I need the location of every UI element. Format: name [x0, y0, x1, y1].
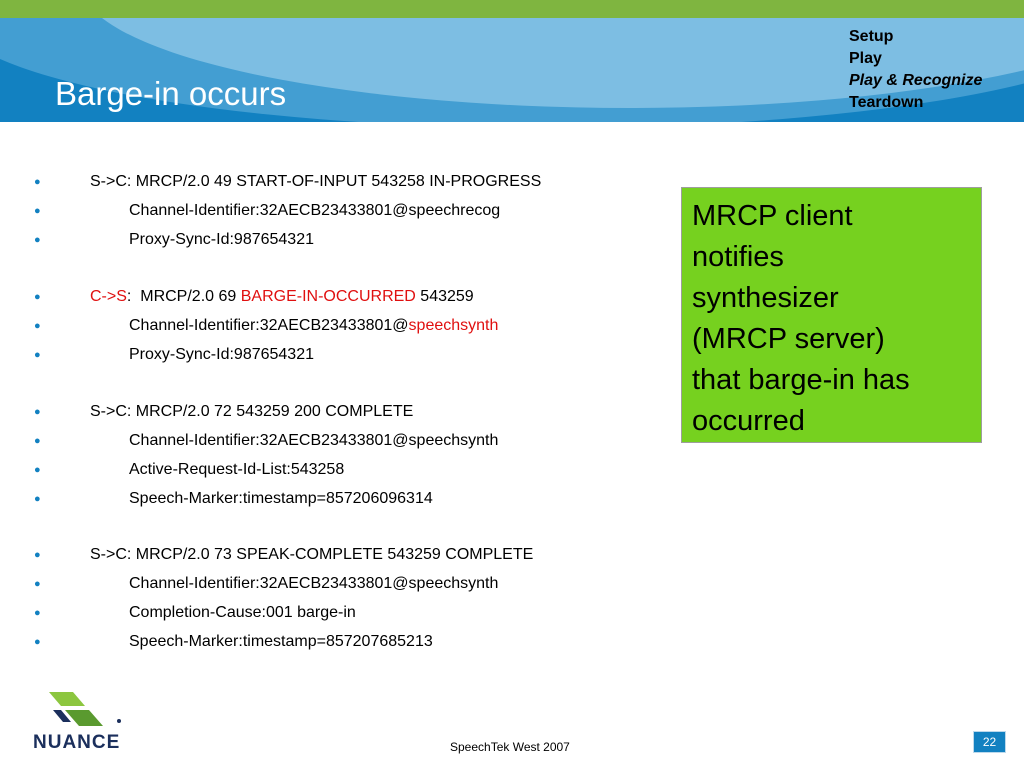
bullet-icon: ●	[34, 205, 41, 217]
bullet-icon: ●	[34, 435, 41, 447]
callout-note: MRCP client notifies synthesizer (MRCP server) that barge-in has occurred	[681, 187, 982, 443]
bullet-icon: ●	[34, 549, 41, 561]
bullet-icon: ●	[34, 320, 41, 332]
bullet-icon: ●	[34, 291, 41, 303]
bullet-icon: ●	[34, 493, 41, 505]
agenda-nav	[849, 26, 982, 114]
bullet-icon: ●	[34, 607, 41, 619]
logo-wordmark: NUANCE	[33, 732, 121, 753]
page-number: 22	[973, 731, 1006, 753]
nav-play-recognize: Play & Recognize	[849, 72, 983, 89]
bullet-icon: ●	[34, 636, 41, 648]
bullet-icon: ●	[34, 406, 41, 418]
bullet-icon: ●	[34, 578, 41, 590]
bullet-icon: ●	[34, 349, 41, 361]
bullet-icon: ●	[34, 176, 41, 188]
nuance-logo	[33, 688, 133, 758]
nav-teardown: Teardown	[849, 94, 924, 111]
bullet-icon: ●	[34, 234, 41, 246]
footer-event: SpeechTek West 2007	[450, 740, 570, 754]
nav-play: Play	[849, 50, 882, 67]
top-stripe	[0, 0, 1024, 18]
nuance-mark-icon	[33, 688, 123, 732]
bullet-icon: ●	[34, 464, 41, 476]
slide-title: Barge-in occurs	[55, 75, 287, 112]
nav-setup: Setup	[849, 28, 894, 45]
